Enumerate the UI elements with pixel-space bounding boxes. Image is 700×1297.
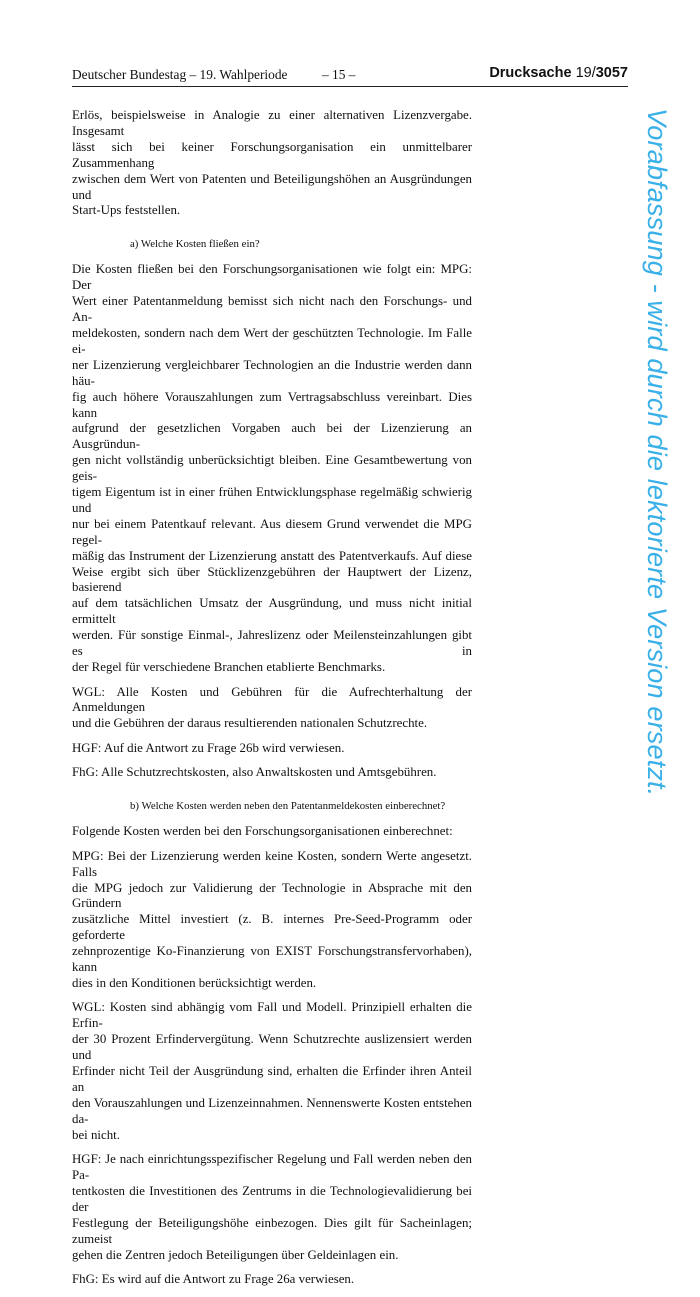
text-line: gehen die Zentren jedoch Beteiligungen über Geldeinlagen ein. (72, 1247, 399, 1262)
paragraph (72, 1000, 472, 1143)
text-line: tigem Eigentum ist in einer frühen Entwicklungsphase regelmäßig schwierig und (72, 485, 472, 515)
paragraph (72, 1272, 472, 1288)
text-line: Festlegung der Beteiligungshöhe einbezogen. Dies gilt für Sacheinlagen; zumeist (72, 1215, 472, 1246)
document-number-label: Drucksache (489, 65, 572, 81)
text-line: zusätzliche Mittel investiert (z. B. internes Pre-Seed-Programm oder geforderte (72, 912, 472, 943)
paragraph (72, 108, 472, 219)
text-line: fig auch höhere Vorauszahlungen zum Vertragsabschluss vereinbart. Dies kann (72, 389, 472, 420)
text-line: auf dem tatsächlichen Umsatz der Ausgründung, und muss nicht initial ermittelt (72, 596, 472, 627)
text-line: tentkosten die Investitionen des Zentrums in die Technologievalidierung bei der (72, 1184, 472, 1214)
text-line: den Vorauszahlungen und Lizenzeinnahmen. Nennenswerte Kosten entstehen da- (72, 1095, 472, 1126)
text-line: HGF: Auf die Antwort zu Frage 26b wird verwiesen. (72, 740, 345, 755)
text-line: nur bei einem Patentkauf relevant. Aus diesem Grund verwendet die MPG regel- (72, 516, 472, 547)
text-line: Folgende Kosten werden bei den Forschungsorganisationen einberechnet: (72, 824, 453, 839)
text-line: dies in den Konditionen berücksichtigt werden. (72, 975, 317, 990)
draft-watermark (643, 108, 673, 908)
text-line: Erlös, beispielsweise in Analogie zu einer alternativen Lizenzvergabe. Insgesamt (72, 108, 472, 138)
text-line: WGL: Kosten sind abhängig vom Fall und Modell. Prinzipiell erhalten die Erfin- (72, 1000, 472, 1031)
text-line: ner Lizenzierung vergleichbarer Technologien an die Industrie werden dann häu- (72, 357, 472, 388)
paragraph (72, 741, 472, 757)
question-a: a) Welche Kosten fließen ein? (130, 238, 260, 251)
question-b: b) Welche Kosten werden neben den Patentanmeldekosten einberechnet? (130, 800, 446, 813)
text-line: MPG: Bei der Lizenzierung werden keine Kosten, sondern Werte angesetzt. Falls (72, 848, 472, 879)
text-line: Start-Ups feststellen. (72, 203, 181, 218)
text-line: lässt sich bei keiner Forschungsorganisation ein unmittelbarer Zusammenhang (72, 139, 472, 170)
text-line: die MPG jedoch zur Validierung der Technologie in Absprache mit den Gründern (72, 880, 472, 911)
page-number: – 15 – (322, 67, 356, 82)
text-line: mäßig das Instrument der Lizenzierung anstatt des Patentverkaufs. Auf diese (72, 548, 472, 563)
text-line: FhG: Alle Schutzrechtskosten, also Anwaltskosten und Amtsgebühren. (72, 765, 437, 780)
paragraph (72, 824, 472, 840)
document-number-prefix: 19/ (575, 65, 596, 81)
text-line: Weise ergibt sich über Stücklizenzgebühren der Hauptwert der Lizenz, basierend (72, 564, 472, 595)
text-line: aufgrund der gesetzlichen Vorgaben auch bei der Lizenzierung an Ausgründun- (72, 421, 472, 452)
paragraph (72, 849, 472, 992)
text-line: HGF: Je nach einrichtungsspezifischer Regelung und Fall werden neben den Pa- (72, 1152, 472, 1183)
text-line: Erfinder nicht Teil der Ausgründung sind, erhalten die Erfinder ihren Anteil an (72, 1064, 472, 1094)
text-line: der Regel für verschiedene Branchen etablierte Benchmarks. (72, 660, 386, 674)
text-line: werden. Für sonstige Einmal-, Jahreslizenz oder Meilensteinzahlungen gibt es in (72, 628, 472, 659)
header-parliament: Deutscher Bundestag – 19. Wahlperiode (72, 67, 288, 82)
text-line: Die Kosten fließen bei den Forschungsorganisationen wie folgt ein: MPG: Der (72, 262, 472, 293)
text-line: bei nicht. (72, 1127, 120, 1142)
text-line: Wert einer Patentanmeldung bemisst sich nicht nach den Forschungs- und An- (72, 294, 472, 325)
page-body (72, 108, 472, 1297)
paragraph (72, 685, 472, 733)
text-line: zehnprozentige Ko-Finanzierung von EXIST Forschungstransfervorhaben), kann (72, 944, 472, 975)
text-line: meldekosten, sondern nach dem Wert der geschützten Technologie. Im Falle ei- (72, 325, 472, 356)
document-number-value: 3057 (595, 65, 628, 81)
text-line: zwischen dem Wert von Patenten und Beteiligungshöhen an Ausgründungen und (72, 171, 472, 202)
text-line: WGL: Alle Kosten und Gebühren für die Aufrechterhaltung der Anmeldungen (72, 684, 472, 715)
paragraph (72, 262, 472, 676)
text-line: der 30 Prozent Erfindervergütung. Wenn Schutzrechte auslizensiert werden und (72, 1032, 472, 1063)
text-line: FhG: Es wird auf die Antwort zu Frage 26a verwiesen. (72, 1272, 355, 1287)
text-line: gen nicht vollständig unberücksichtigt bleiben. Eine Gesamtbewertung von geis- (72, 453, 472, 484)
paragraph (72, 1152, 472, 1263)
document-number (489, 65, 628, 81)
page-header (72, 66, 628, 87)
paragraph (72, 765, 472, 781)
watermark-text: Vorabfassung - wird durch die lektorierte Version ersetzt. (642, 108, 673, 797)
text-line: und die Gebühren der daraus resultierenden nationalen Schutzrechte. (72, 716, 428, 731)
